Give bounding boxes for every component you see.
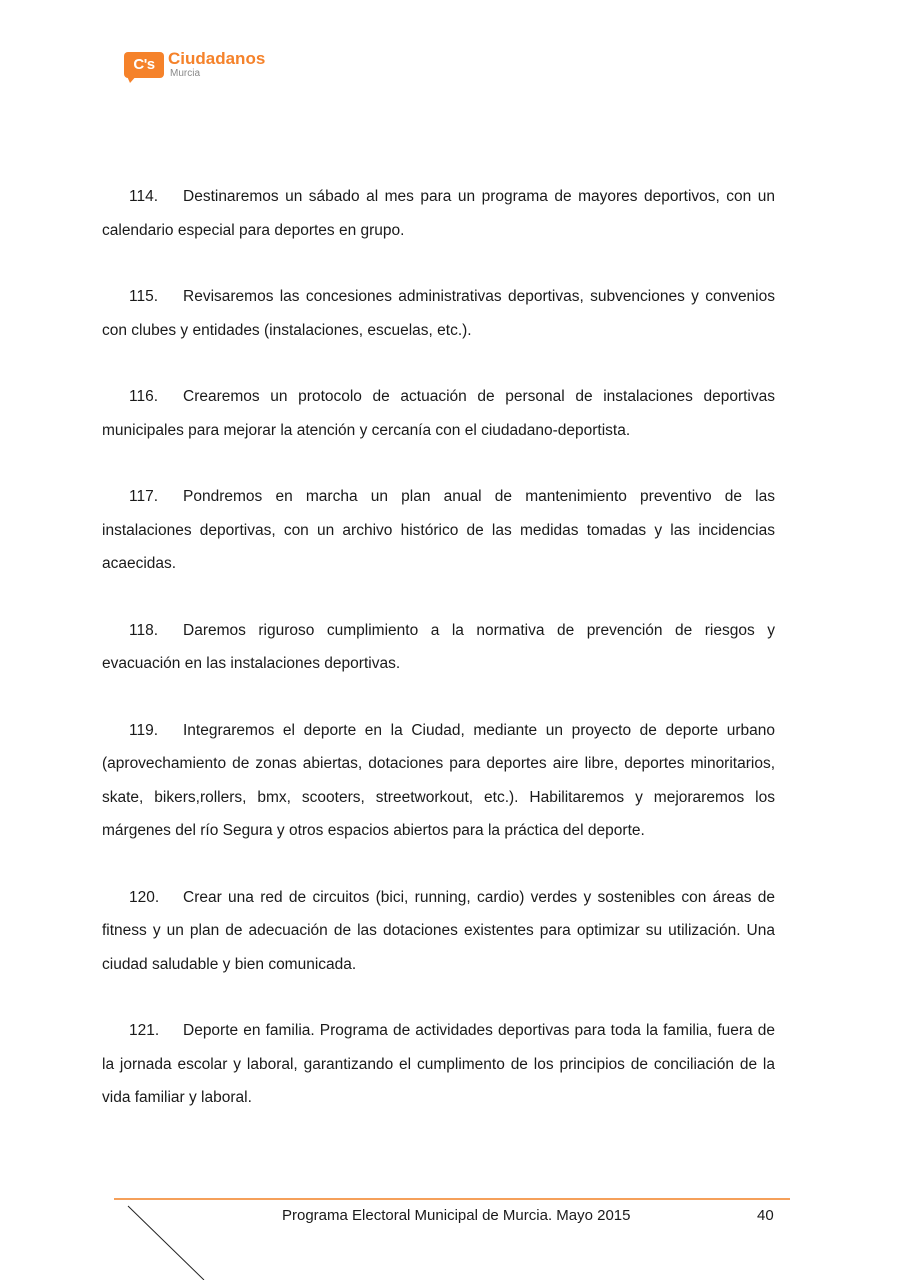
ciudadanos-logo [124,48,274,88]
footer-rule [114,1198,790,1200]
list-item [102,1014,775,1115]
list-item [102,480,775,581]
item-text: Crear una red de circuitos (bici, running, cardio) verdes y sostenibles con áreas de fitness y un plan de adecuación de las dotaciones existentes para optimizar su utilización. Una ciudad saludable y bien comunicada. [102,888,775,973]
document-body [102,180,775,1148]
list-item [102,881,775,982]
item-text: Revisaremos las concesiones administrativas deportivas, subvenciones y convenios con clubes y entidades (instalaciones, escuelas, etc.). [102,288,775,339]
item-text: Crearemos un protocolo de actuación de personal de instalaciones deportivas municipales para mejorar la atención y cercanía con el ciudadano-deportista. [102,388,775,439]
item-text: Daremos riguroso cumplimiento a la normativa de prevención de riesgos y evacuación en las instalaciones deportivas. [102,621,775,672]
item-number: 117. [129,488,159,505]
list-item [102,180,775,247]
item-number: 114. [129,188,159,205]
item-number: 121. [129,1022,160,1039]
item-number: 120. [129,888,160,906]
item-number: 116. [129,388,159,405]
item-text: Integraremos el deporte en la Ciudad, mediante un proyecto de deporte urbano (aprovechamiento de zonas abiertas, dotaciones para deportes aire libre, deportes minoritarios, skate, bikers,rollers, bmx, scooters, streetworkout, etc.). Habilitaremos y mejoraremos los márgenes del río Segura y otros espacios abiertos para la práctica del deporte. [102,721,775,839]
item-number: 119. [129,721,159,739]
item-number: 118. [129,621,159,639]
page-number: 40 [757,1207,774,1224]
list-item [102,714,775,848]
logo-subtitle: Murcia [170,68,201,79]
item-text: Deporte en familia. Programa de actividades deportivas para toda la familia, fuera de la jornada escolar y laboral, garantizando el cumplimento de los principios de conciliación de la vida familiar y laboral. [102,1022,775,1106]
footer-diagonal-line [126,1204,208,1280]
item-text: Pondremos en marcha un plan anual de mantenimiento preventivo de las instalaciones deportivas, con un archivo histórico de las medidas tomadas y las incidencias acaecidas. [102,488,775,572]
list-item [102,280,775,347]
item-number: 115. [129,288,159,305]
logo-speech-tail [126,74,138,83]
list-item [102,614,775,681]
logo-name: Ciudadanos [168,49,266,68]
logo-badge: C's [124,52,164,78]
list-item [102,380,775,447]
footer-title: Programa Electoral Municipal de Murcia. Mayo 2015 [282,1207,631,1224]
item-text: Destinaremos un sábado al mes para un programa de mayores deportivos, con un calendario especial para deportes en grupo. [102,188,775,239]
